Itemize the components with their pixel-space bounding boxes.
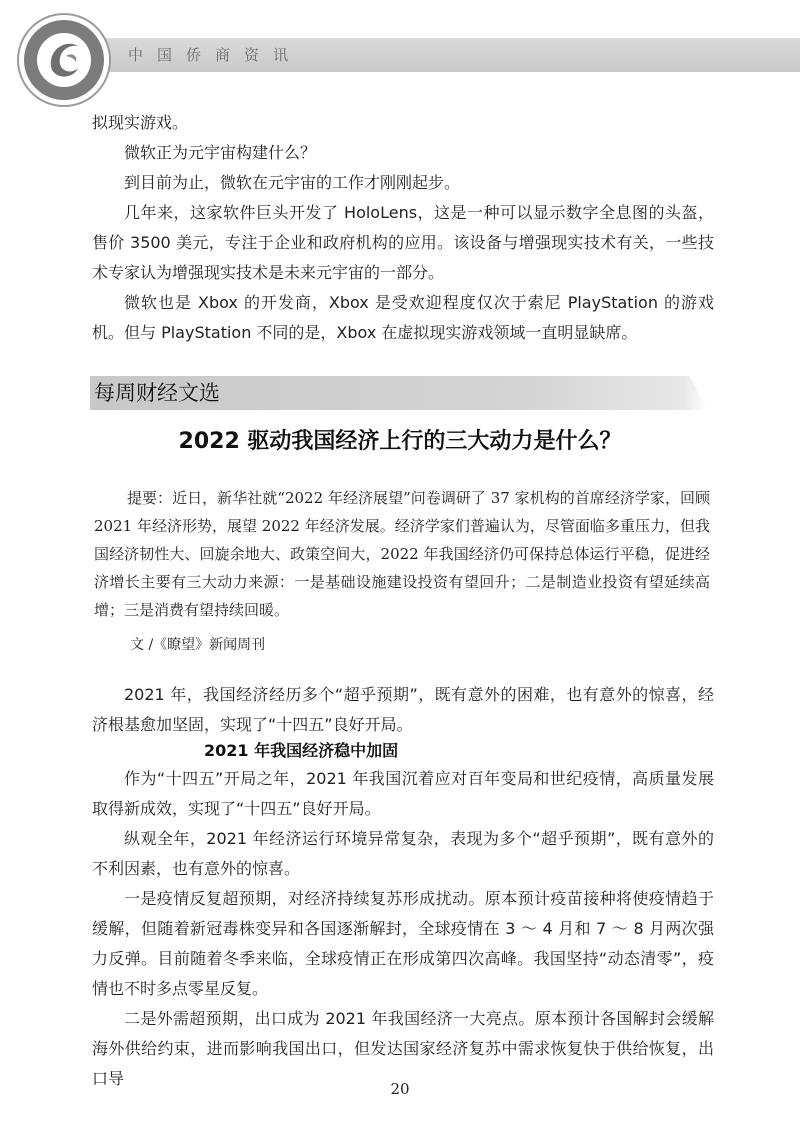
article-title: 2022 驱动我国经济上行的三大动力是什么？ [178,429,622,454]
article-byline: 文 /《瞭望》新闻周刊 [130,637,266,653]
page-number: 20 [390,1080,410,1098]
paragraph: 作为“十四五”开局之年，2021 年我国沉着应对百年变局和世纪疫情，高质量发展取得新成效，实现了“十四五”良好开局。 [92,769,714,818]
paragraph: 拟现实游戏。 [92,113,189,132]
paragraph: 一是疫情反复超预期，对经济持续复苏形成扰动。原本预计疫苗接种将使疫情趋于缓解，但随着新冠毒株变异和各国逐渐解封，全球疫情在 3 ～ 4 月和 7 ～ 8 月两次强力反弹。目前随着冬季来临，全球疫情正在形成第四次高峰。我国坚持“动态清零”，疫情也不时多点零星反复。 [92,889,714,998]
paragraph: 到目前为止，微软在元宇宙的工作才刚刚起步。 [124,173,461,192]
article-body [92,764,714,1094]
article-subheading: 2021 年我国经济稳中加固 [204,741,399,760]
article-intro [92,680,714,740]
paragraph: 微软正为元宇宙构建什么？ [124,143,317,162]
paragraph: 微软也是 Xbox 的开发商，Xbox 是受欢迎程度仅次于索尼 PlayStation 的游戏机。但与 PlayStation 不同的是，Xbox 在虚拟现实游戏领域一直明显缺席。 [92,293,714,342]
paragraph: 2021 年，我国经济经历多个“超乎预期”，既有意外的困难，也有意外的惊喜，经济根基愈加坚固，实现了“十四五”良好开局。 [92,685,714,734]
top-body [92,108,714,348]
paragraph: 纵观全年，2021 年经济运行环境异常复杂，表现为多个“超乎预期”，既有意外的不利因素，也有意外的惊喜。 [92,829,714,878]
article-abstract [94,484,710,624]
section-title: 每周财经文选 [94,381,220,405]
paragraph: 几年来，这家软件巨头开发了 HoloLens，这是一种可以显示数字全息图的头盔，售价 3500 美元，专注于企业和政府机构的应用。该设备与增强现实技术有关，一些技术专家认为增强现实技术是未来元宇宙的一部分。 [92,203,714,282]
abstract-text: 提要：近日，新华社就“2022 年经济展望”问卷调研了 37 家机构的首席经济学家，回顾 2021 年经济形势，展望 2022 年经济发展。经济学家们普遍认为，尽管面临多重压力，但我国经济韧性大、回旋余地大、政策空间大，2022 年我国经济仍可保持总体运行平稳，促进经济增长主要有三大动力来源：一是基础设施建设投资有望回升；二是制造业投资有望延续高增；三是消费有望持续回暖。 [94,489,710,619]
header-title: 中国侨商资讯 [128,46,303,64]
magazine-logo [16,12,112,108]
paragraph: 二是外需超预期，出口成为 2021 年我国经济一大亮点。原本预计各国解封会缓解海外供给约束，进而影响我国出口，但发达国家经济复苏中需求恢复快于供给恢复，出口导 [92,1009,714,1088]
